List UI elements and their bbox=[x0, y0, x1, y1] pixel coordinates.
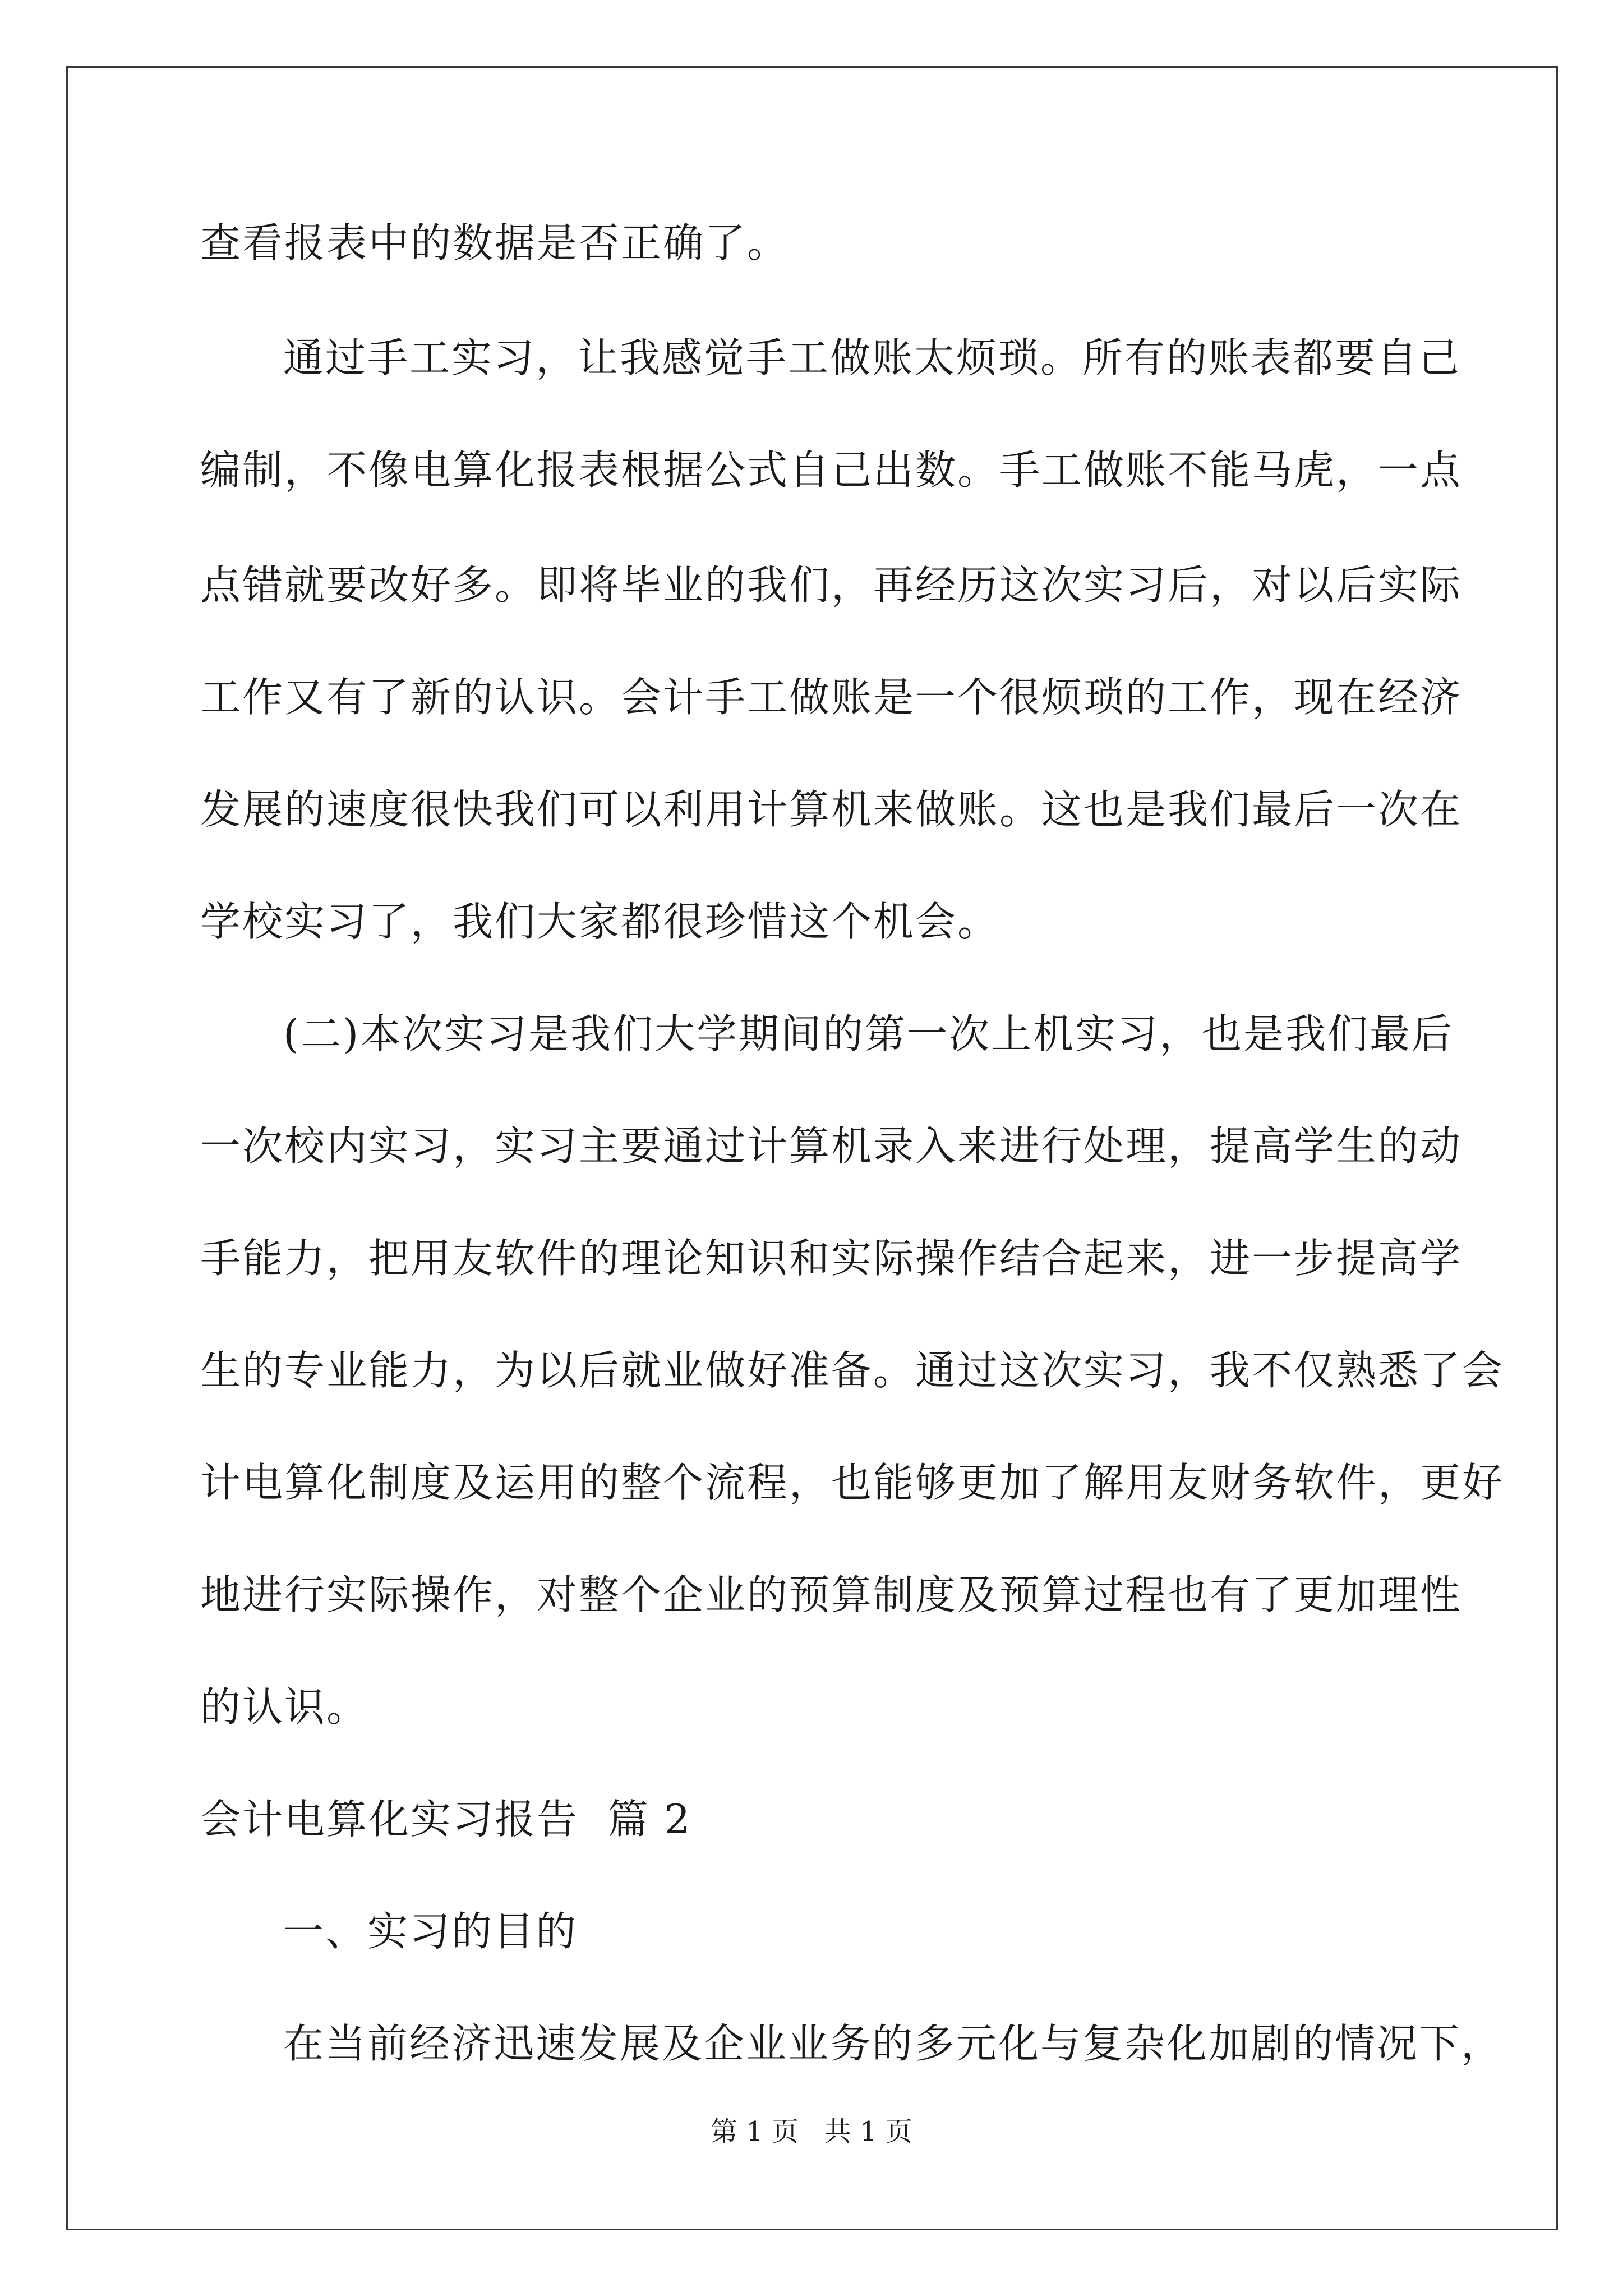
paragraph-line: 查看报表中的数据是否正确了。 bbox=[200, 219, 790, 266]
subsection-heading: 一、实习的目的 bbox=[283, 1908, 578, 1955]
paragraph-line: 通过手工实习，让我感觉手工做账太烦琐。所有的账表都要自己 bbox=[283, 334, 1461, 381]
paragraph-line: 编制，不像电算化报表根据公式自己出数。手工做账不能马虎，一点 bbox=[200, 447, 1463, 494]
paragraph-line: 工作又有了新的认识。会计手工做账是一个很烦琐的工作，现在经济 bbox=[200, 674, 1463, 721]
paragraph-line: 的认识。 bbox=[200, 1683, 369, 1731]
paragraph-line: 点错就要改好多。即将毕业的我们，再经历这次实习后，对以后实际 bbox=[200, 562, 1463, 609]
page-footer: 第 1 页 共 1 页 bbox=[711, 2116, 912, 2147]
paragraph-line: 地进行实际操作，对整个企业的预算制度及预算过程也有了更加理性 bbox=[200, 1571, 1463, 1618]
paragraph-line: 生的专业能力，为以后就业做好准备。通过这次实习，我不仅熟悉了会 bbox=[200, 1347, 1505, 1394]
paragraph-line: 学校实习了，我们大家都很珍惜这个机会。 bbox=[200, 898, 1000, 945]
paragraph-line: 手能力，把用友软件的理论知识和实际操作结合起来，进一步提高学 bbox=[200, 1235, 1463, 1282]
paragraph-line: (二)本次实习是我们大学期间的第一次上机实习，也是我们最后 bbox=[283, 1010, 1454, 1057]
paragraph-line: 在当前经济迅速发展及企业业务的多元化与复杂化加剧的情况下， bbox=[283, 2020, 1504, 2067]
paragraph-line: 发展的速度很快我们可以利用计算机来做账。这也是我们最后一次在 bbox=[200, 786, 1463, 833]
section-heading: 会计电算化实习报告 篇 2 bbox=[200, 1796, 692, 1843]
paragraph-line: 计电算化制度及运用的整个流程，也能够更加了解用友财务软件，更好 bbox=[200, 1459, 1505, 1506]
paragraph-line: 一次校内实习，实习主要通过计算机录入来进行处理，提高学生的动 bbox=[200, 1122, 1463, 1170]
